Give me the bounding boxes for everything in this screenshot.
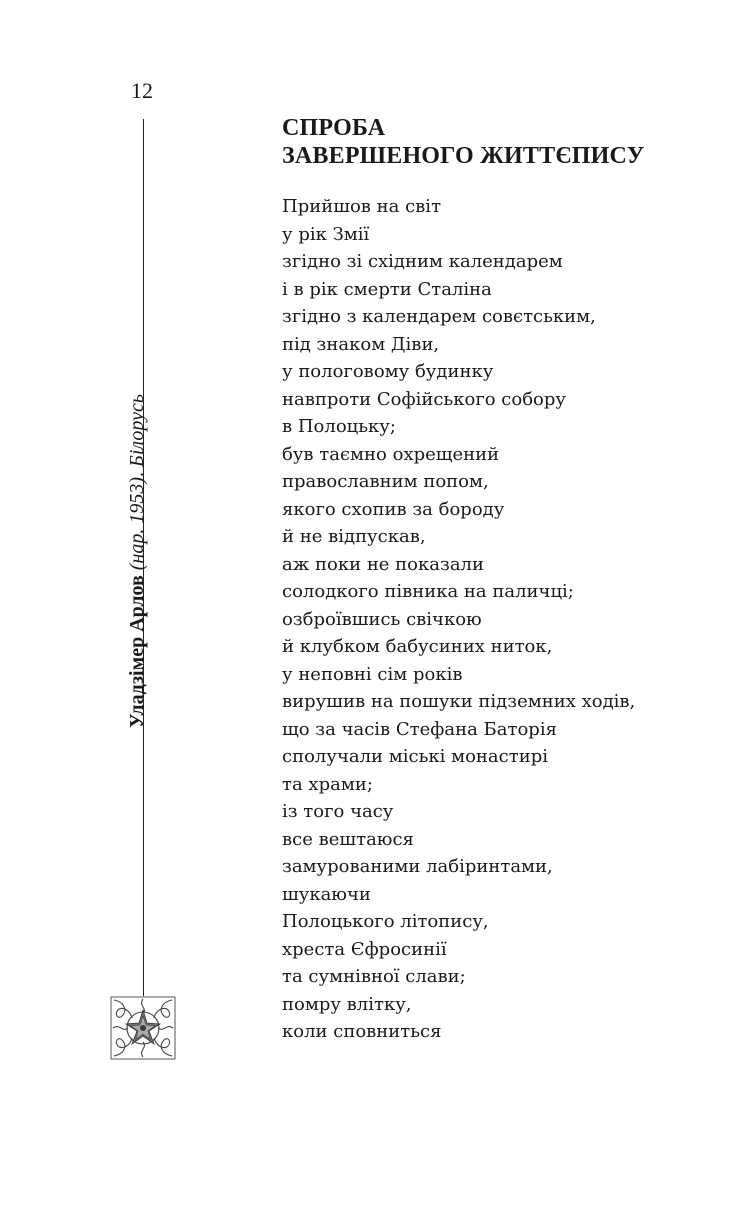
poem-line: і в рік смерти Сталіна — [282, 278, 492, 300]
poem-line: вирушив на пошуки підземних ходів, — [282, 691, 636, 712]
poem-line: помру влітку, — [282, 993, 412, 1015]
ornament-icon — [110, 996, 176, 1060]
poem-line: замурованими лабіринтами, — [282, 856, 553, 877]
poem-line: аж поки не показали — [282, 553, 484, 575]
poem-line: й клубком бабусиних ниток, — [282, 636, 553, 657]
poem-title-line-2: ЗАВЕРШЕНОГО ЖИТТЄПИСУ — [282, 143, 645, 169]
author-years: (нар. 1953) — [126, 476, 148, 576]
poem-line: та храми; — [282, 773, 373, 795]
caption-separator: . — [126, 466, 148, 477]
poem-line: в Полоцьку; — [282, 416, 396, 437]
poem-line: Прийшов на світ — [282, 196, 442, 217]
author-country: Білорусь — [126, 394, 148, 467]
poem-line: навпроти Софійського собору — [282, 388, 567, 410]
poem-line: солодкого півника на паличці; — [282, 581, 574, 602]
poem-line: православним попом, — [282, 471, 489, 492]
poem-body — [282, 193, 635, 1046]
poem-line: й не відпускав, — [282, 526, 426, 547]
page-number: 12 — [131, 78, 153, 103]
poem-line: Полоцького літопису, — [282, 911, 489, 932]
poem-line: був таємно охрещений — [282, 443, 500, 465]
poem-line: із того часу — [282, 801, 394, 822]
poem-line: озброївшись свічкою — [282, 608, 482, 630]
poem-line: що за часів Стефана Баторія — [282, 718, 557, 740]
poem-line: у пологовому будинку — [282, 361, 494, 382]
author-caption — [126, 394, 148, 728]
poem-line: все вештаюся — [282, 828, 414, 850]
poem-line: коли сповниться — [282, 1021, 442, 1042]
poem-title-line-1: СПРОБА — [282, 115, 386, 141]
poem-line: та сумнівної слави; — [282, 966, 466, 987]
poem-title — [282, 114, 645, 170]
poem-line: у неповні сім років — [282, 663, 463, 685]
poem-line: сполучали міські монастирі — [282, 746, 548, 767]
poem-line: якого схопив за бороду — [282, 498, 505, 520]
poem-line: хреста Єфросинії — [282, 938, 447, 960]
poem-line: у рік Змії — [282, 223, 370, 245]
author-name: Уладзімер Арлов — [126, 575, 148, 728]
poem-line: згідно з календарем совєтським, — [282, 306, 596, 327]
poem-line: під знаком Діви, — [282, 333, 440, 355]
poem-line: шукаючи — [282, 883, 371, 905]
poem-line: згідно зі східним календарем — [282, 251, 563, 272]
